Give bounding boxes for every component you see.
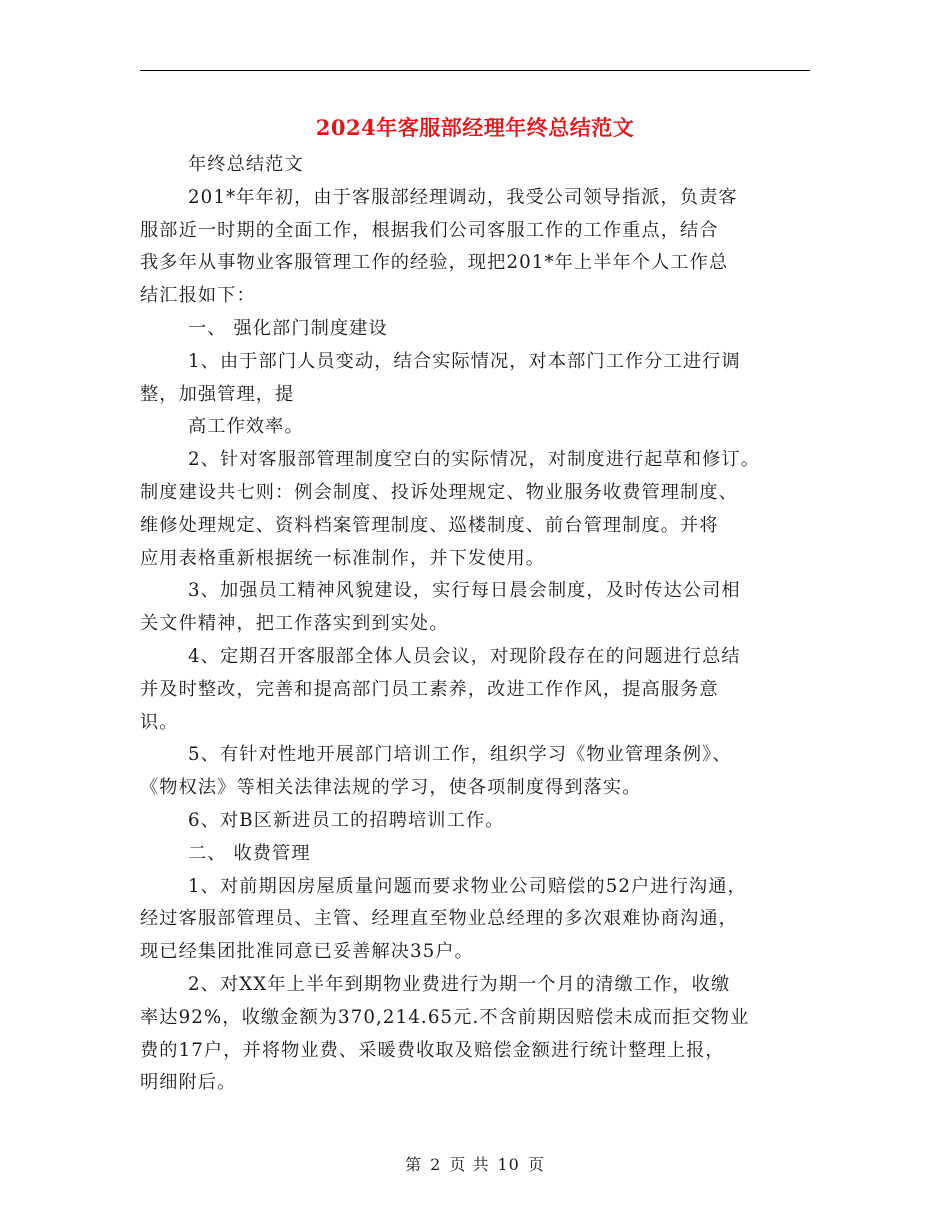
paragraph-line: 整，加强管理，提 bbox=[140, 383, 295, 405]
paragraph-line: 年终总结范文 bbox=[188, 154, 304, 175]
paragraph-line: 5、有针对性地开展部门培训工作，组织学习《物业管理条例》、 bbox=[188, 744, 732, 766]
document-title: 2024年客服部经理年终总结范文 bbox=[315, 115, 635, 140]
paragraph-line: 高工作效率。 bbox=[188, 416, 304, 438]
paragraph-line: 费的17户，并将物业费、采暖费收取及赔偿金额进行统计整理上报， bbox=[140, 1039, 725, 1061]
paragraph-line: 关文件精神，把工作落实到到实处。 bbox=[140, 613, 449, 635]
paragraph-line: 经过客服部管理员、主管、经理直至物业总经理的多次艰难协商沟通， bbox=[140, 908, 738, 930]
paragraph-line: 6、对B区新进员工的招聘培训工作。 bbox=[188, 809, 505, 831]
paragraph-line: 1、对前期因房屋质量问题而要求物业公司赔偿的52户进行沟通， bbox=[188, 875, 747, 897]
total-pages: 10 bbox=[497, 1155, 520, 1174]
paragraph-line: 明细附后。 bbox=[140, 1072, 237, 1094]
section-heading: 一、 强化部门制度建设 bbox=[188, 317, 388, 339]
paragraph-line: 《物权法》等相关法律法规的学习，使各项制度得到落实。 bbox=[140, 777, 642, 799]
paragraph-line: 2、针对客服部管理制度空白的实际情况，对制度进行起草和修订。 bbox=[188, 449, 761, 471]
header-rule bbox=[140, 70, 810, 71]
paragraph-line: 2、对XX年上半年到期物业费进行为期一个月的清缴工作，收缴 bbox=[188, 973, 731, 995]
paragraph-line: 1、由于部门人员变动，结合实际情况，对本部门工作分工进行调 bbox=[188, 350, 741, 372]
paragraph-line: 我多年从事物业客服管理工作的经验，现把201*年上半年个人工作总 bbox=[140, 252, 729, 274]
paragraph-line: 201*年年初，由于客服部经理调动，我受公司领导指派，负责客 bbox=[188, 186, 738, 208]
paragraph-line: 4、定期召开客服部全体人员会议，对现阶段存在的问题进行总结 bbox=[188, 645, 741, 667]
paragraph-line: 维修处理规定、资料档案管理制度、巡楼制度、前台管理制度。并将 bbox=[140, 514, 719, 536]
section-heading: 二、 收费管理 bbox=[188, 842, 311, 864]
paragraph-line: 制度建设共七则：例会制度、投诉处理规定、物业服务收费管理制度、 bbox=[140, 481, 738, 503]
paragraph-line: 服部近一时期的全面工作，根据我们公司客服工作的工作重点，结合 bbox=[140, 219, 719, 241]
paragraph-line: 现已经集团批准同意已妥善解决35户。 bbox=[140, 941, 474, 963]
paragraph-line: 率达92%，收缴金额为370,214.65元.不含前期因赔偿未成而拒交物业 bbox=[140, 1006, 750, 1028]
paragraph-line: 并及时整改，完善和提高部门员工素养，改进工作作风，提高服务意 bbox=[140, 678, 719, 700]
page-suffix: 页 bbox=[527, 1155, 545, 1174]
page-mid: 页 共 bbox=[449, 1155, 490, 1174]
page-prefix: 第 bbox=[405, 1155, 423, 1174]
page-footer bbox=[0, 1152, 950, 1175]
paragraph-line: 3、加强员工精神风貌建设，实行每日晨会制度，及时传达公司相 bbox=[188, 580, 741, 602]
document-body bbox=[140, 149, 820, 1100]
page-number: 2 bbox=[430, 1155, 442, 1174]
paragraph-line: 应用表格重新根据统一标准制作，并下发使用。 bbox=[140, 547, 546, 569]
paragraph-line: 识。 bbox=[140, 711, 179, 733]
paragraph-line: 结汇报如下： bbox=[140, 285, 256, 307]
